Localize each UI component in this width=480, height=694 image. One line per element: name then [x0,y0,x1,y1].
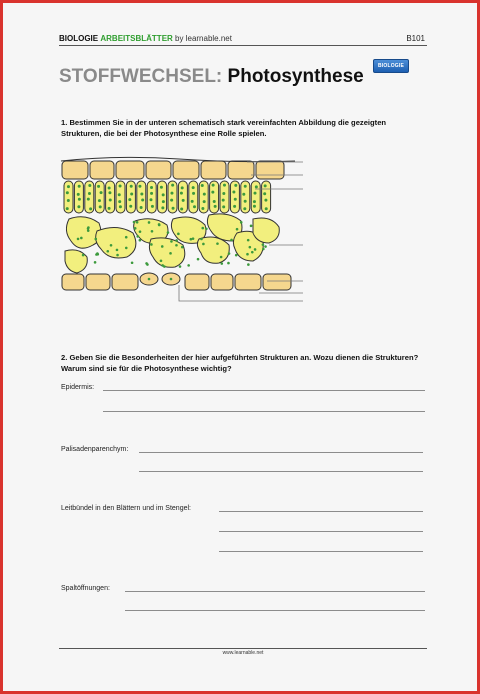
brand-arbeitsblaetter: ARBEITSBLÄTTER [100,34,173,43]
answer-line[interactable] [125,591,425,592]
page-title [59,65,364,89]
palisade-parenchyma [64,181,271,213]
brand-biologie: BIOLOGIE [59,34,99,43]
question-1: 1. Bestimmen Sie in der unteren schematisch stark vereinfachten Abbildung die gezeigten Strukturen, die bei der Photosynthese eine Rolle spielen. [61,118,387,138]
upper-epidermis [61,157,295,179]
answer-line[interactable] [103,411,425,412]
biologie-logo: BIOLOGIE [373,59,409,73]
title-subject: Photosynthese [227,66,364,87]
footer-divider [59,648,427,649]
sheet-code: B101 [406,34,425,43]
answer-line[interactable] [139,471,423,472]
structure-label-spaltoeffnungen: Spaltöffnungen: [61,585,110,592]
structure-label-leitbuendel: Leitbündel in den Blättern und im Stengel: [61,505,191,512]
spongy-mesophyll [65,214,279,273]
answer-line[interactable] [219,511,423,512]
answer-line[interactable] [219,531,423,532]
brand-by: by learnable.net [175,34,232,43]
answer-line[interactable] [103,390,425,391]
header-divider [59,45,427,46]
title-topic: STOFFWECHSEL: [59,66,223,87]
question-2: 2. Geben Sie die Besonderheiten der hier aufgeführten Strukturen an. Wozu dienen die Strukturen? Warum sind sie für die Photosynthese wichtig? [61,353,419,373]
footer-url: www.learnable.net [222,650,264,656]
answer-line[interactable] [139,452,423,453]
structure-label-palisadenparenchym: Palisadenparenchym: [61,446,129,453]
answer-line[interactable] [125,610,425,611]
page-header [59,33,427,45]
leaf-cross-section-diagram [59,153,307,309]
answer-line[interactable] [219,551,423,552]
stoma [140,273,180,285]
structure-label-epidermis: Epidermis: [61,384,95,391]
